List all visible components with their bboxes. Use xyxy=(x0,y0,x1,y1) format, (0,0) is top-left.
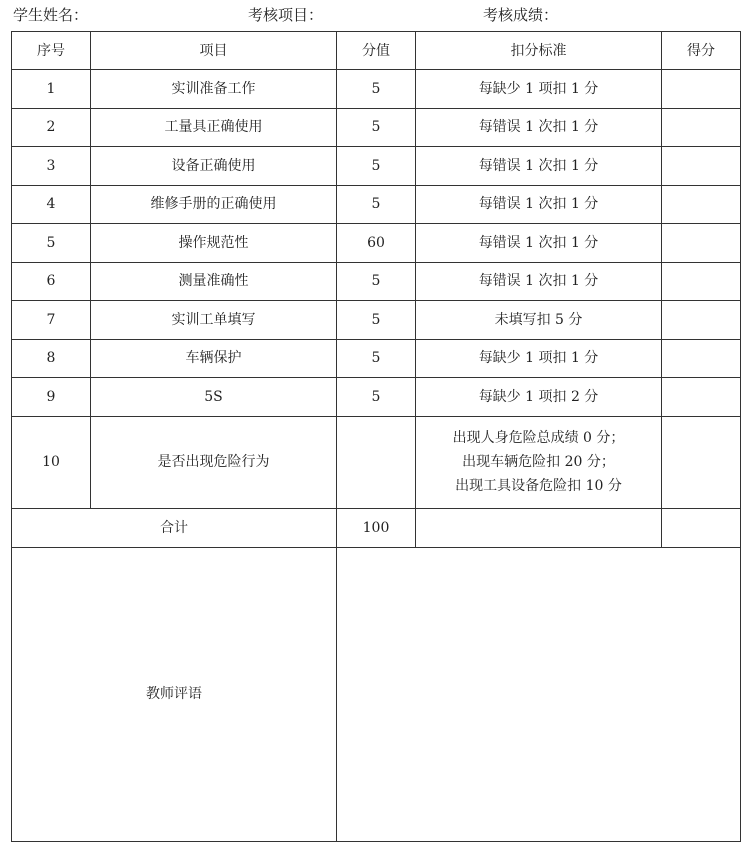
row-no: 2 xyxy=(12,108,91,147)
row-rule: 每错误 1 次扣 1 分 xyxy=(416,262,662,301)
danger-row xyxy=(12,416,741,508)
teacher-comment-area[interactable] xyxy=(337,547,741,841)
danger-rule-line: 出现人身危险总成绩 0 分； xyxy=(452,430,625,446)
row-score: 60 xyxy=(337,224,416,263)
col-header-earned: 得分 xyxy=(662,32,741,70)
row-no: 7 xyxy=(12,301,91,340)
row-item: 5S xyxy=(91,378,337,417)
row-rule: 未填写扣 5 分 xyxy=(416,301,662,340)
student-name-label: 学生姓名： xyxy=(13,6,89,24)
row-rule: 每缺少 1 项扣 1 分 xyxy=(416,70,662,109)
row-earned-cell[interactable] xyxy=(662,147,741,186)
row-score: 5 xyxy=(337,378,416,417)
table-row xyxy=(12,224,741,263)
row-earned-cell[interactable] xyxy=(662,339,741,378)
col-header-rule: 扣分标准 xyxy=(416,32,662,70)
row-item: 操作规范性 xyxy=(91,224,337,263)
row-no: 9 xyxy=(12,378,91,417)
row-no: 8 xyxy=(12,339,91,378)
assess-score-label: 考核成绩： xyxy=(483,6,559,24)
total-label: 合计 xyxy=(12,508,337,547)
table-row xyxy=(12,378,741,417)
table-row xyxy=(12,147,741,186)
col-header-score: 分值 xyxy=(337,32,416,70)
teacher-comment-label: 教师评语 xyxy=(12,547,337,841)
row-no: 1 xyxy=(12,70,91,109)
row-item: 车辆保护 xyxy=(91,339,337,378)
total-score: 100 xyxy=(337,508,416,547)
row-score: 5 xyxy=(337,339,416,378)
table-row xyxy=(12,70,741,109)
danger-row-earned-cell[interactable] xyxy=(662,416,741,508)
danger-row-item: 是否出现危险行为 xyxy=(91,416,337,508)
row-no: 3 xyxy=(12,147,91,186)
row-score: 5 xyxy=(337,301,416,340)
comment-row xyxy=(12,547,741,841)
row-earned-cell[interactable] xyxy=(662,262,741,301)
row-item: 维修手册的正确使用 xyxy=(91,185,337,224)
row-rule: 每错误 1 次扣 1 分 xyxy=(416,185,662,224)
row-score: 5 xyxy=(337,70,416,109)
row-no: 6 xyxy=(12,262,91,301)
row-item: 实训准备工作 xyxy=(91,70,337,109)
row-score: 5 xyxy=(337,185,416,224)
row-rule: 每错误 1 次扣 1 分 xyxy=(416,224,662,263)
row-earned-cell[interactable] xyxy=(662,301,741,340)
row-earned-cell[interactable] xyxy=(662,70,741,109)
table-row xyxy=(12,108,741,147)
danger-rule-line: 出现工具设备危险扣 10 分 xyxy=(455,478,622,494)
total-rule-cell xyxy=(416,508,662,547)
table-row xyxy=(12,262,741,301)
row-item: 工量具正确使用 xyxy=(91,108,337,147)
row-no: 4 xyxy=(12,185,91,224)
row-rule: 每缺少 1 项扣 2 分 xyxy=(416,378,662,417)
assess-item-label: 考核项目： xyxy=(248,6,324,24)
row-no: 5 xyxy=(12,224,91,263)
scoring-table xyxy=(11,31,741,842)
row-earned-cell[interactable] xyxy=(662,378,741,417)
row-rule: 每缺少 1 项扣 1 分 xyxy=(416,339,662,378)
col-header-no: 序号 xyxy=(12,32,91,70)
danger-row-no: 10 xyxy=(12,416,91,508)
row-rule: 每错误 1 次扣 1 分 xyxy=(416,147,662,186)
row-item: 测量准确性 xyxy=(91,262,337,301)
table-row xyxy=(12,185,741,224)
row-earned-cell[interactable] xyxy=(662,224,741,263)
table-row xyxy=(12,301,741,340)
danger-row-rules xyxy=(416,416,662,508)
total-row xyxy=(12,508,741,547)
col-header-item: 项目 xyxy=(91,32,337,70)
table-header-row xyxy=(12,32,741,70)
row-score: 5 xyxy=(337,147,416,186)
total-earned-cell[interactable] xyxy=(662,508,741,547)
row-score: 5 xyxy=(337,108,416,147)
row-item: 实训工单填写 xyxy=(91,301,337,340)
row-rule: 每错误 1 次扣 1 分 xyxy=(416,108,662,147)
row-score: 5 xyxy=(337,262,416,301)
danger-rule-line: 出现车辆危险扣 20 分； xyxy=(462,454,615,470)
row-earned-cell[interactable] xyxy=(662,108,741,147)
table-row xyxy=(12,339,741,378)
row-earned-cell[interactable] xyxy=(662,185,741,224)
danger-row-score-cell xyxy=(337,416,416,508)
row-item: 设备正确使用 xyxy=(91,147,337,186)
